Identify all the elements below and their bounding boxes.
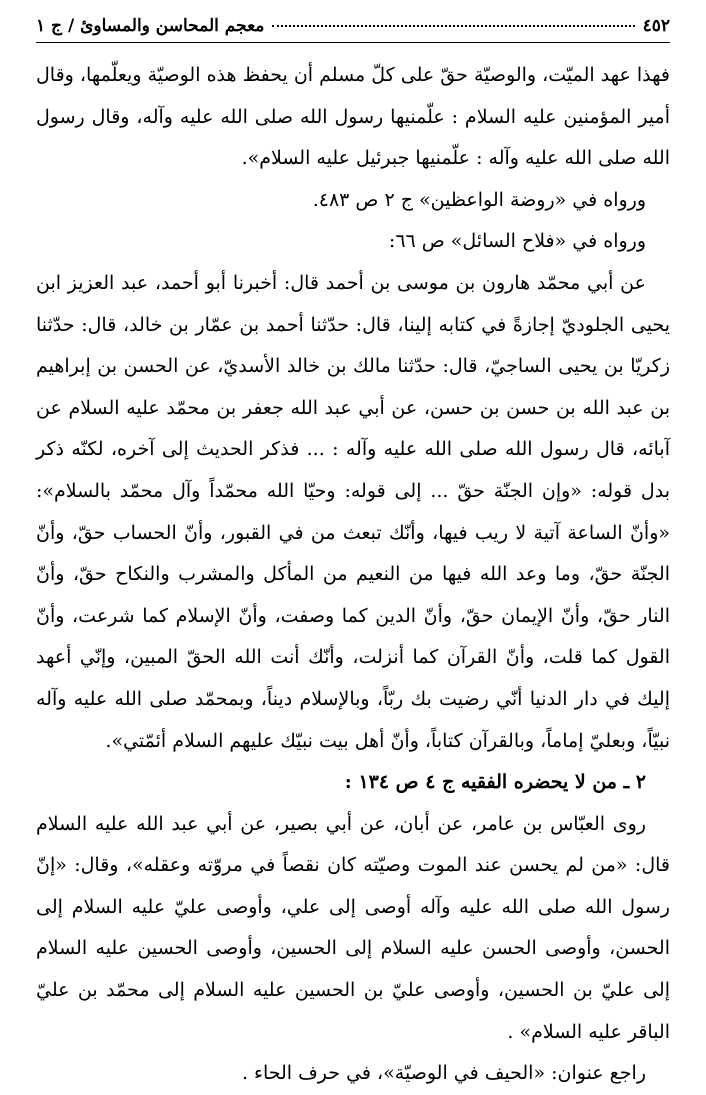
- page-number: ٤٥٢: [642, 16, 670, 36]
- paragraph-will-conclusion: فهذا عهد الميّت، والوصيّة حقّ على كلّ مسلم أن يحفظ هذه الوصيّة ويعلّمها، وقال أمير المؤمنين عليه السلام : علّمنيها رسول الله صلى الله عليه وآله، وقال رسول الله صلى الله عليه وآله : علّمنيها جبرئيل عليه السلام».: [36, 64, 670, 170]
- page-header: [36, 16, 670, 43]
- header-dot-leader: [272, 25, 634, 27]
- paragraph-hadith-chain: عن أبي محمّد هارون بن موسى بن أحمد قال: أخبرنا أبو أحمد، عبد العزيز ابن يحيى الجلوديّ إجازةً في كتابه إلينا، قال: حدّثنا أحمد بن عمّار بن خالد، قال: حدّثنا زكريّا بن يحيى الساجيّ، قال: حدّثنا مالك بن خالد الأسديّ، عن الحسن بن إبراهيم بن عبد الله بن حسن بن حسن، عن أبي عبد الله جعفر بن محمّد عليه السلام عن آبائه، قال رسول الله صلى الله عليه وآله : ... فذكر الحديث إلى آخره، لكنّه ذكر بدل قوله: «وإن الجنّة حقّ ... إلى قوله: وحيّا الله محمّداً وآل محمّد بالسلام»: «وأنّ الساعة آتية لا ريب فيها، وأنّك تبعث من في القبور، وأنّ الحساب حقّ، وأنّ الجنّة حقّ، وما وعد الله فيها من النعيم من المأكل والمشرب والنكاح حقّ، وأنّ النار حقّ، وأنّ الإيمان حقّ، وأنّ الدين كما وصفت، وأنّ الإسلام كما شرعت، وأنّ القول كما قلت، وأنّ القرآن كما أنزلت، وأنّك أنت الله الحقّ المبين، وإنّي أعهد إليك في دار الدنيا أنّي رضيت بك ربّاً، وبالإسلام ديناً، وبمحمّد صلى الله عليه وآله نبيّاً، وبعليّ إماماً، وبالقرآن كتاباً، وأنّ أهل بيت نبيّك عليهم السلام أئمّتي».: [36, 271, 670, 752]
- book-title: معجم المحاسن والمساوئ / ج ١: [36, 16, 265, 36]
- citation-falah-alsail: ورواه في «فلاح السائل» ص ٦٦:: [388, 230, 646, 253]
- citation-rawdat-alwaizin: ورواه في «روضة الواعظين» ج ٢ ص ٤٨٣.: [312, 188, 646, 211]
- paragraph-abbas-narration: روى العبّاس بن عامر، عن أبان، عن أبي بصير، عن أبي عبد الله عليه السلام قال: «من لم يحسن عند الموت وصيّته كان نقصاً في مروّته وعقله»، وقال: «إنّ رسول الله صلى الله عليه وآله أوصى إلى علي، وأوصى عليّ عليه السلام إلى الحسن، وأوصى الحسن عليه السلام إلى الحسين، وأوصى الحسين عليه السلام إلى عليّ بن الحسين، وأوصى عليّ بن الحسين عليه السلام إلى محمّد بن عليّ الباقر عليه السلام» .: [36, 812, 670, 1043]
- cross-reference: راجع عنوان: «الحيف في الوصيّة»، في حرف الحاء .: [241, 1062, 646, 1085]
- section-heading-faqih: ٢ ـ من لا يحضره الفقيه ج ٤ ص ١٣٤ :: [344, 771, 646, 794]
